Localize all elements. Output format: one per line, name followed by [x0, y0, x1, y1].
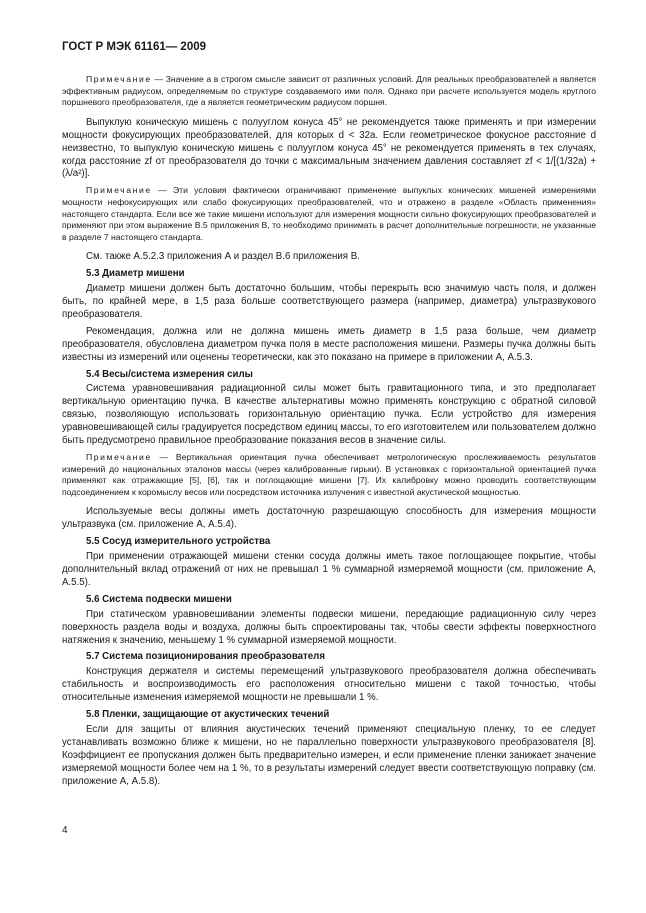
note-label: Примечание	[86, 74, 152, 84]
body-paragraph: При применении отражающей мишени стенки сосуда должны иметь такое поглощающее покрытие, чтобы дополнительный вклад отражений от них не превышал 1 % суммарной измеряемой мощности (см. приложение А, А.5.5).	[62, 551, 596, 588]
note-text: — Значение a в строгом смысле зависит от различных условий. Для реальных преобразователей a является эффективным радиусом, определяемым по структуре создаваемого ими поля. Однако при расчете используется модель круглого поршневого преобразователя, где a является геометрическим радиусом поршня.	[62, 74, 597, 108]
note-paragraph	[62, 74, 596, 109]
note-label: Примечание	[86, 451, 152, 462]
body-paragraph: Система уравновешивания радиационной силы может быть гравитационного типа, и это предполагает вертикальную ориентацию пучка. В качестве альтернативы можно применять конструкцию с обратной силовой связью, позволяющую использовать горизонтальную ориентацию пучка. Если устройство для измерения уравновешивающей силы градуируется посредством единиц массы, то его изготовителем или пользователем должно быть предусмотрено правильное преобразование показания весов в значение силы.	[62, 383, 596, 447]
section-heading: 5.6 Система подвески мишени	[86, 593, 232, 605]
body-paragraph: Конструкция держателя и системы перемещений ультразвукового преобразователя должна обеспечивать стабильность и воспроизводимость его расположения относительно мишени с такой точностью, чтобы относительные изменения измеряемой мощности не превышали 1 %.	[62, 666, 596, 704]
section-heading: 5.3 Диаметр мишени	[86, 268, 185, 280]
body-paragraph: При статическом уравновешивании элементы подвески мишени, передающие радиационную силу через поверхность раздела воды и воздуха, должны быть спроектированы так, чтобы свести эффекты поверхностного натяжения к значению, меньшему 1 % суммарной измеряемой мощности.	[62, 608, 596, 646]
body-paragraph: См. также А.5.2.3 приложения А и раздел В.6 приложения В.	[86, 251, 360, 263]
document-body	[62, 74, 596, 792]
section-heading: 5.8 Пленки, защищающие от акустических течений	[86, 709, 330, 721]
body-paragraph: Рекомендация, должна или не должна мишень иметь диаметр в 1,5 раза больше, чем диаметр преобразователя, обусловлена диаметром пучка поля в месте расположения мишени. Размеры пучка должны быть известны из измерений или оценены теоретически, как это показано на примере в приложении А, А.5.3.	[62, 325, 596, 363]
body-paragraph: Используемые весы должны иметь достаточную разрешающую способность для измерения мощности ультразвука (см. приложение А, А.5.4).	[62, 506, 596, 531]
section-heading: 5.7 Система позиционирования преобразователя	[86, 651, 325, 663]
note-text: — Вертикальная ориентация пучка обеспечивает метрологическую прослеживаемость результатов измерений до национальных эталонов массы (через калиброванные гирьки). В установках с горизонтальной ориентацией пучка применяют как отражающие [5], [6], так и поглощающие мишени [7]. Их калибровку можно проводить соответствующим подсоединением к коромыслу весов или посредством источника излучения с известной акустической мощностью.	[62, 451, 596, 497]
section-heading: 5.5 Сосуд измерительного устройства	[86, 536, 271, 548]
document-header: ГОСТ Р МЭК 61161— 2009	[62, 41, 207, 53]
note-paragraph	[62, 452, 596, 498]
note-paragraph	[62, 185, 596, 243]
body-paragraph: Если для защиты от влияния акустических течений применяют специальную пленку, то ее следует устанавливать возможно ближе к мишени, но не параллельно поверхности ультразвукового преобразователя [8]. Коэффициент ее пропускания должен быть предварительно измерен, и если применение пленки занижает значение измеряемой мощности более чем на 1 %, то в результаты измерений следует ввести соответствующую поправку (см. приложение А, А.5.8).	[62, 723, 596, 787]
note-text: — Эти условия фактически ограничивают применение выпуклых конических мишеней измерениями мощности нефокусирующих или слабо фокусирующих преобразователей, что и отражено в разделе «Область применения» настоящего стандарта. Если все же такие мишени используют для измерения мощности сильно фокусирующих преобразователей и применяют при этом выражение В.5 приложения В, то необходимо принимать в расчет дополнительные погрешности, не указанные в разделе 7 настоящего стандарта.	[62, 185, 597, 242]
note-label: Примечание	[86, 185, 152, 196]
body-paragraph: Диаметр мишени должен быть достаточно большим, чтобы перекрыть всю значимую часть поля, и должен быть, по крайней мере, в 1,5 раза больше соответствующего размера (например, диаметра) ультразвукового преобразователя.	[62, 283, 596, 320]
page-number: 4	[62, 825, 68, 836]
body-paragraph: Выпуклую коническую мишень с полууглом конуса 45° не рекомендуется также применять и при измерении мощности фокусирующих преобразователей, для которых d < 32a. Если геометрическое фокусное расстояние d неизвестно, то выпуклую коническую мишень с полууглом конуса 45° не рекомендуется применять в тех случаях, когда расстояние zf от преобразователя до точки с максимальным значением давления составляет zf < 1/[(1/32a) + (λ/a²)].	[62, 116, 596, 180]
section-heading: 5.4 Весы/система измерения силы	[86, 368, 253, 380]
